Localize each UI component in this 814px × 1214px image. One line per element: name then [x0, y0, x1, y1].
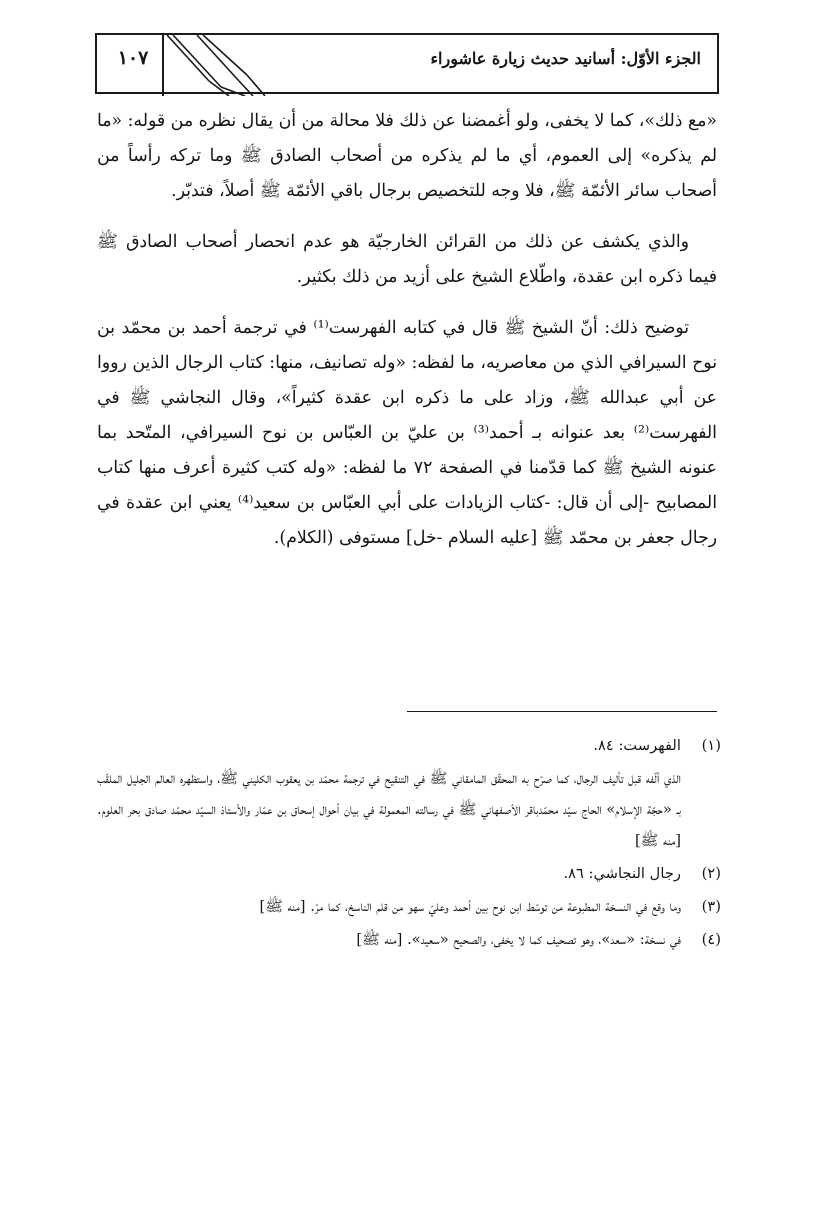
- footnote-text: الذي ألّفه قبل تأليف الرجال، كما صرّح به المحقّق المامقاني ﷺ في التنقيح في ترجمة محمّد بن يعقوب الكليني ﷺ، واستظهره العالم الجليل الملقّب بـ «حجّة الإسلام» الحاج سيّد محمّدباقر الأصفهاني ﷺ في رسالته المعمولة في بيان أحوال إسحاق بن عمّار والأستاذ السيّد محمّد صادق بحر العلوم. [منه ﷺ]: [97, 770, 681, 849]
- footnote-number: (٣): [701, 898, 721, 915]
- footnote-1-continued: [97, 763, 721, 856]
- page-number: ١٠٧: [117, 47, 149, 69]
- footnote-1: [97, 730, 721, 761]
- footnote-text: رجال النجاشي: ٨٦.: [563, 865, 681, 882]
- footnote-4: [97, 924, 721, 955]
- paragraph-2: والذي يكشف عن ذلك من القرائن الخارجيّة هو عدم انحصار أصحاب الصادق ﷺ فيما ذكره ابن عقدة، واطّلاع الشيخ على أزيد من ذلك بكثير.: [97, 232, 717, 287]
- footnote-text: في نسخة: «سعد»، وهو تصحيف كما لا يخفى، والصحيح «سعيد». [منه ﷺ]: [356, 931, 681, 948]
- footnote-2: [97, 858, 721, 889]
- footnote-3: [97, 891, 721, 922]
- main-text: [97, 104, 717, 572]
- footnote-text: وما وقع في النسخة المطبوعة من توسّط ابن نوح بين أحمد وعليّ سهو من قلم الناسخ، كما مرّ. [منه ﷺ]: [259, 898, 681, 915]
- paragraph-1: «مع ذلك»، كما لا يخفى، ولو أغمضنا عن ذلك فلا محالة من أن يقال نظره من قوله: «ما لم يذكره» إلى العموم، أي ما لم يذكره من أصحاب الصادق ﷺ وما تركه رأساً من أصحاب سائر الأئمّة ﷺ، فلا وجه للتخصيص برجال باقي الأئمّة ﷺ أصلاً، فتدبّر.: [97, 111, 717, 201]
- footnote-number: (٢): [701, 865, 721, 882]
- footnote-number: (١): [701, 737, 721, 754]
- footnote-separator: [407, 711, 717, 712]
- footnote-text: الفهرست: ٨٤.: [593, 737, 681, 754]
- page-header: [95, 33, 719, 94]
- running-title: الجزء الأوّل: أسانيد حديث زيارة عاشوراء: [430, 49, 701, 68]
- footnotes: [97, 730, 721, 957]
- footnote-number: (٤): [701, 931, 721, 948]
- paragraph-3: توضيح ذلك: أنّ الشيخ ﷺ قال في كتابه الفهرست⁽¹⁾ في ترجمة أحمد بن محمّد بن نوح السيرافي الذي من معاصريه، ما لفظه: «وله تصانيف، منها: كتاب الرجال الذين رووا عن أبي عبدالله ﷺ، وزاد على ما ذكره ابن عقدة كثيراً»، وقال النجاشي ﷺ في الفهرست⁽²⁾ بعد عنوانه بـ أحمد⁽³⁾ بن عليّ بن العبّاس بن نوح السيرافي، المتّحد بما عنونه الشيخ ﷺ كما قدّمنا في الصفحة ٧٢ ما لفظه: «وله كتب كثيرة أعرف منها كتاب المصابيح -إلى أن قال: -كتاب الزيادات على أبي العبّاس بن سعيد⁽⁴⁾ يعني ابن عقدة في رجال جعفر بن محمّد ﷺ [عليه السلام -خل] مستوفى (الكلام).: [97, 318, 717, 548]
- footnote-number: [681, 763, 721, 856]
